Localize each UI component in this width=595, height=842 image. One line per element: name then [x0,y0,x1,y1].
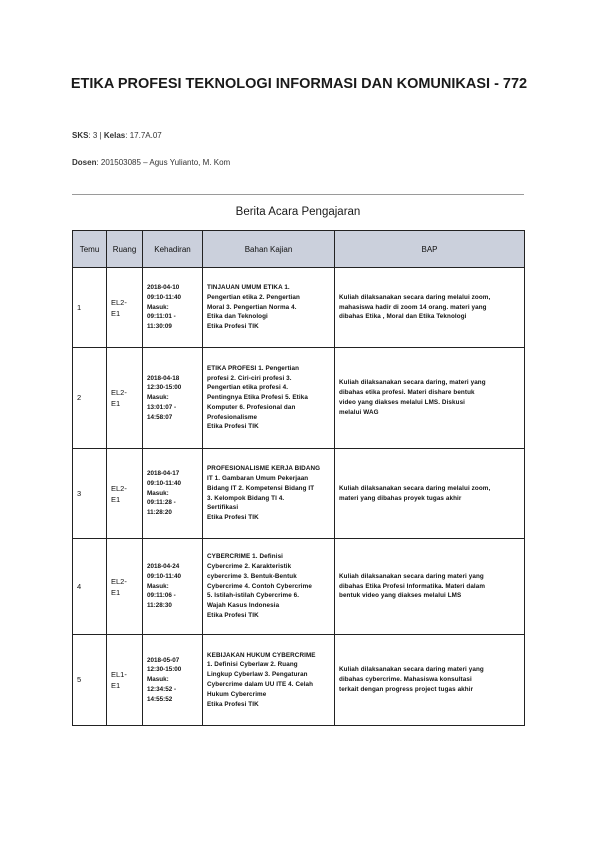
bap-cell: Kuliah dilaksanakan secara daring melalui zoom, mahasiswa hadir di zoom 14 orang. materi yang dibahas Etika , Moral dan Etika Teknologi [335,268,525,348]
kehadiran-cell: 2018-05-07 12:30-15:00 Masuk: 12:34:52 - 14:55:52 [143,635,203,726]
dosen-label: Dosen [72,158,97,167]
bahan-kajian-cell: CYBERCRIME 1. Definisi Cybercrime 2. Karakteristik cybercrime 3. Bentuk-Bentuk Cybercrime 4. Contoh Cybercrime 5. Istilah-istilah Cybercrime 6. Wajah Kasus Indonesia Etika Profesi TIK [203,539,335,635]
temu-cell: 3 [73,449,107,539]
bahan-kajian-cell: TINJAUAN UMUM ETIKA 1. Pengertian etika 2. Pengertian Moral 3. Pengertian Norma 4. Etika dan Teknologi Etika Profesi TIK [203,268,335,348]
kehadiran-cell: 2018-04-18 12:30-15:00 Masuk: 13:01:07 - 14:58:07 [143,348,203,449]
header-bap: BAP [335,231,525,268]
bap-cell: Kuliah dilaksanakan secara daring, materi yang dibahas etika profesi. Materi dishare bentuk video yang diakses melalui LMS. Diskusi melalui WAG [335,348,525,449]
table-row [73,539,525,635]
table-row [73,348,525,449]
ruang-cell: EL2- E1 [107,449,143,539]
table-caption: Berita Acara Pengajaran [235,206,361,218]
ruang-cell: EL1- E1 [107,635,143,726]
kelas-label: Kelas [103,131,126,140]
header-ruang: Ruang [107,231,143,268]
temu-cell: 1 [73,268,107,348]
course-info [72,131,162,140]
document-title: ETIKA PROFESI TEKNOLOGI INFORMASI DAN KOMUNIKASI - 772 [70,76,528,92]
ruang-cell: EL2- E1 [107,348,143,449]
table-row [73,268,525,348]
temu-cell: 2 [73,348,107,449]
bap-cell: Kuliah dilaksanakan secara daring materi yang dibahas cybercrime. Mahasiswa konsultasi terkait dengan progress project tugas akhir [335,635,525,726]
ruang-cell: EL2- E1 [107,539,143,635]
kehadiran-cell: 2018-04-10 09:10-11:40 Masuk: 09:11:01 - 11:30:09 [143,268,203,348]
ruang-cell: EL2- E1 [107,268,143,348]
table-header-row [73,231,525,268]
kehadiran-cell: 2018-04-24 09:10-11:40 Masuk: 09:11:06 - 11:28:30 [143,539,203,635]
header-kehadiran: Kehadiran [143,231,203,268]
table-row [73,635,525,726]
lecturer-info [72,158,230,167]
bap-cell: Kuliah dilaksanakan secara daring materi yang dibahas Etika Profesi Informatika. Materi dalam bentuk video yang diakses melalui LMS [335,539,525,635]
bap-cell: Kuliah dilaksanakan secara daring melalui zoom, materi yang dibahas proyek tugas akhir [335,449,525,539]
teaching-report-table [72,230,525,726]
sks-value: : 3 | [88,131,102,140]
kehadiran-cell: 2018-04-17 09:10-11:40 Masuk: 09:11:28 - 11:28:20 [143,449,203,539]
header-bahan-kajian: Bahan Kajian [203,231,335,268]
bahan-kajian-cell: PROFESIONALISME KERJA BIDANG IT 1. Gambaran Umum Pekerjaan Bidang IT 2. Kompetensi Bidang IT 3. Kelompok Bidang TI 4. Sertifikasi Etika Profesi TIK [203,449,335,539]
temu-cell: 4 [73,539,107,635]
divider [72,194,524,195]
dosen-value: : 201503085 – Agus Yulianto, M. Kom [96,158,231,167]
bahan-kajian-cell: ETIKA PROFESI 1. Pengertian profesi 2. Ciri-ciri profesi 3. Pengertian etika profesi 4. Pentingnya Etika Profesi 5. Etika Komputer 6. Profesional dan Profesionalisme Etika Profesi TIK [203,348,335,449]
table-row [73,449,525,539]
temu-cell: 5 [73,635,107,726]
kelas-value: : 17.7A.07 [125,131,162,140]
header-temu: Temu [73,231,107,268]
bahan-kajian-cell: KEBIJAKAN HUKUM CYBERCRIME 1. Definisi Cyberlaw 2. Ruang Lingkup Cyberlaw 3. Pengaturan Cybercrime dalam UU ITE 4. Celah Hukum Cybercrime Etika Profesi TIK [203,635,335,726]
sks-label: SKS [72,131,89,140]
